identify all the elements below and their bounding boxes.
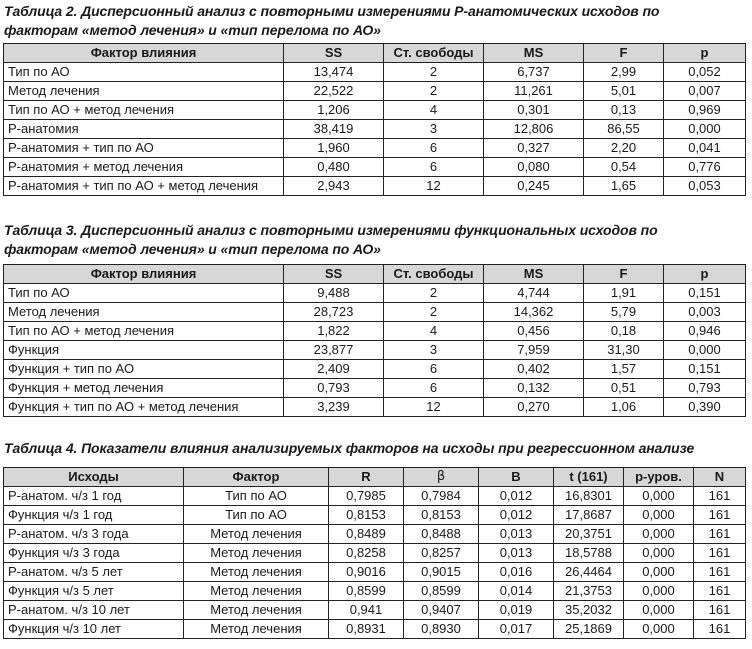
table-row xyxy=(4,379,746,398)
value-cell: 0,9407 xyxy=(404,601,479,620)
table-2-header-row xyxy=(4,44,746,63)
row-label-cell: Р-анатомия + тип по АО xyxy=(4,139,284,158)
table-row xyxy=(4,158,746,177)
table-4-header-outcomes: Исходы xyxy=(4,468,184,487)
row-label-cell: Метод лечения xyxy=(4,82,284,101)
table-3-header-f: F xyxy=(584,265,664,284)
value-cell: 25,1869 xyxy=(554,620,624,639)
value-cell: 4 xyxy=(384,322,484,341)
value-cell: 0,003 xyxy=(664,303,746,322)
value-cell: 0,8931 xyxy=(329,620,404,639)
value-cell: 0,8153 xyxy=(404,506,479,525)
value-cell: 2 xyxy=(384,303,484,322)
value-cell: 0,245 xyxy=(484,177,584,196)
value-cell: 0,000 xyxy=(664,341,746,360)
value-cell: 0,013 xyxy=(479,525,554,544)
table-row xyxy=(4,563,746,582)
row-label-cell: Р-анатомия + метод лечения xyxy=(4,158,284,177)
value-cell: 4 xyxy=(384,101,484,120)
table-4-header-p-level: p-уров. xyxy=(624,468,694,487)
value-cell: 31,30 xyxy=(584,341,664,360)
table-4 xyxy=(3,467,746,639)
table-4-header-t: t (161) xyxy=(554,468,624,487)
value-cell: 6 xyxy=(384,379,484,398)
table-row xyxy=(4,322,746,341)
value-cell: 0,8258 xyxy=(329,544,404,563)
row-label-cell: Функция + тип по АО + метод лечения xyxy=(4,398,284,417)
value-cell: 0,016 xyxy=(479,563,554,582)
value-cell: Тип по АО xyxy=(184,487,329,506)
value-cell: 0,9015 xyxy=(404,563,479,582)
value-cell: 0,8930 xyxy=(404,620,479,639)
value-cell: 0,301 xyxy=(484,101,584,120)
value-cell: 2,20 xyxy=(584,139,664,158)
value-cell: 0,7985 xyxy=(329,487,404,506)
value-cell: 11,261 xyxy=(484,82,584,101)
value-cell: 0,456 xyxy=(484,322,584,341)
value-cell: 0,941 xyxy=(329,601,404,620)
table-4-body xyxy=(4,487,746,639)
value-cell: 6 xyxy=(384,139,484,158)
value-cell: Метод лечения xyxy=(184,525,329,544)
value-cell: 1,91 xyxy=(584,284,664,303)
value-cell: 4,744 xyxy=(484,284,584,303)
table-3-body xyxy=(4,284,746,417)
table-4-header-beta: β xyxy=(404,468,479,487)
value-cell: Метод лечения xyxy=(184,601,329,620)
value-cell: 3 xyxy=(384,120,484,139)
value-cell: 26,4464 xyxy=(554,563,624,582)
value-cell: 12 xyxy=(384,398,484,417)
table-row xyxy=(4,525,746,544)
row-label-cell: Функция xyxy=(4,341,284,360)
value-cell: 0,080 xyxy=(484,158,584,177)
value-cell: 0,014 xyxy=(479,582,554,601)
table-row xyxy=(4,303,746,322)
value-cell: 12 xyxy=(384,177,484,196)
table-row xyxy=(4,63,746,82)
table-row xyxy=(4,487,746,506)
value-cell: 38,419 xyxy=(284,120,384,139)
row-label-cell: Р-анатом. ч/з 1 год xyxy=(4,487,184,506)
value-cell: 0,8153 xyxy=(329,506,404,525)
value-cell: 86,55 xyxy=(584,120,664,139)
table-3-header-factor: Фактор влияния xyxy=(4,265,284,284)
table-row xyxy=(4,139,746,158)
row-label-cell: Тип по АО xyxy=(4,63,284,82)
value-cell: 0,18 xyxy=(584,322,664,341)
table-row xyxy=(4,506,746,525)
table-2-header-factor: Фактор влияния xyxy=(4,44,284,63)
row-label-cell: Функция + метод лечения xyxy=(4,379,284,398)
row-label-cell: Р-анатомия + тип по АО + метод лечения xyxy=(4,177,284,196)
value-cell: 1,822 xyxy=(284,322,384,341)
value-cell: 0,793 xyxy=(664,379,746,398)
value-cell: 0,052 xyxy=(664,63,746,82)
table-4-header-row xyxy=(4,468,746,487)
value-cell: 35,2032 xyxy=(554,601,624,620)
value-cell: 1,65 xyxy=(584,177,664,196)
table-2-header-ss: SS xyxy=(284,44,384,63)
table-4-header-r: R xyxy=(329,468,404,487)
table-row xyxy=(4,101,746,120)
row-label-cell: Р-анатом. ч/з 10 лет xyxy=(4,601,184,620)
value-cell: 0,000 xyxy=(624,563,694,582)
value-cell: 0,007 xyxy=(664,82,746,101)
table-row xyxy=(4,620,746,639)
value-cell: 18,5788 xyxy=(554,544,624,563)
value-cell: 0,013 xyxy=(479,544,554,563)
value-cell: 0,54 xyxy=(584,158,664,177)
value-cell: 0,019 xyxy=(479,601,554,620)
value-cell: 1,57 xyxy=(584,360,664,379)
value-cell: 161 xyxy=(694,582,746,601)
table-2-header-f: F xyxy=(584,44,664,63)
table-2-header-ms: MS xyxy=(484,44,584,63)
table-row xyxy=(4,601,746,620)
value-cell: 161 xyxy=(694,544,746,563)
value-cell: Метод лечения xyxy=(184,582,329,601)
value-cell: Метод лечения xyxy=(184,544,329,563)
row-label-cell: Р-анатом. ч/з 3 года xyxy=(4,525,184,544)
value-cell: 28,723 xyxy=(284,303,384,322)
value-cell: 3,239 xyxy=(284,398,384,417)
row-label-cell: Функция ч/з 3 года xyxy=(4,544,184,563)
value-cell: 0,017 xyxy=(479,620,554,639)
value-cell: 16,8301 xyxy=(554,487,624,506)
value-cell: 0,8489 xyxy=(329,525,404,544)
table-2-caption-line2: факторам «метод лечения» и «тип перелома по АО» xyxy=(4,22,381,38)
value-cell: 0,132 xyxy=(484,379,584,398)
value-cell: 1,06 xyxy=(584,398,664,417)
value-cell: 0,8488 xyxy=(404,525,479,544)
value-cell: 0,9016 xyxy=(329,563,404,582)
value-cell: 0,8599 xyxy=(404,582,479,601)
table-3-header-df: Ст. свободы xyxy=(384,265,484,284)
value-cell: 0,776 xyxy=(664,158,746,177)
table-3-header-ms: MS xyxy=(484,265,584,284)
value-cell: 2 xyxy=(384,82,484,101)
value-cell: 0,969 xyxy=(664,101,746,120)
value-cell: 0,390 xyxy=(664,398,746,417)
row-label-cell: Функция ч/з 5 лет xyxy=(4,582,184,601)
value-cell: 2,943 xyxy=(284,177,384,196)
table-2-header-df: Ст. свободы xyxy=(384,44,484,63)
value-cell: Метод лечения xyxy=(184,620,329,639)
row-label-cell: Метод лечения xyxy=(4,303,284,322)
value-cell: 12,806 xyxy=(484,120,584,139)
value-cell: 21,3753 xyxy=(554,582,624,601)
table-row xyxy=(4,341,746,360)
row-label-cell: Р-анатомия xyxy=(4,120,284,139)
value-cell: 2 xyxy=(384,63,484,82)
value-cell: 0,13 xyxy=(584,101,664,120)
value-cell: 0,793 xyxy=(284,379,384,398)
value-cell: 6 xyxy=(384,360,484,379)
value-cell: 14,362 xyxy=(484,303,584,322)
value-cell: 0,000 xyxy=(664,120,746,139)
table-row xyxy=(4,177,746,196)
table-2-header-p: p xyxy=(664,44,746,63)
value-cell: 0,270 xyxy=(484,398,584,417)
value-cell: 5,79 xyxy=(584,303,664,322)
value-cell: 0,8599 xyxy=(329,582,404,601)
value-cell: 0,7984 xyxy=(404,487,479,506)
value-cell: 0,000 xyxy=(624,525,694,544)
value-cell: 2,409 xyxy=(284,360,384,379)
value-cell: 0,8257 xyxy=(404,544,479,563)
value-cell: 0,000 xyxy=(624,487,694,506)
table-4-caption-line1: Таблица 4. Показатели влияния анализируемых факторов на исходы при регрессионном анализе xyxy=(4,440,695,456)
value-cell: 161 xyxy=(694,525,746,544)
row-label-cell: Функция ч/з 10 лет xyxy=(4,620,184,639)
value-cell: 6 xyxy=(384,158,484,177)
row-label-cell: Тип по АО + метод лечения xyxy=(4,101,284,120)
table-row xyxy=(4,398,746,417)
table-3-caption xyxy=(4,221,658,259)
value-cell: 161 xyxy=(694,620,746,639)
table-row xyxy=(4,544,746,563)
value-cell: Метод лечения xyxy=(184,563,329,582)
value-cell: 1,960 xyxy=(284,139,384,158)
value-cell: 0,000 xyxy=(624,544,694,563)
value-cell: 3 xyxy=(384,341,484,360)
table-4-header-b: B xyxy=(479,468,554,487)
table-4-header-n: N xyxy=(694,468,746,487)
table-2-caption xyxy=(4,2,659,40)
value-cell: 0,012 xyxy=(479,506,554,525)
value-cell: 0,041 xyxy=(664,139,746,158)
value-cell: 0,151 xyxy=(664,360,746,379)
value-cell: 161 xyxy=(694,601,746,620)
table-row xyxy=(4,82,746,101)
table-2-body xyxy=(4,63,746,196)
table-3 xyxy=(3,264,746,417)
row-label-cell: Функция + тип по АО xyxy=(4,360,284,379)
value-cell: 9,488 xyxy=(284,284,384,303)
table-3-header-row xyxy=(4,265,746,284)
table-row xyxy=(4,284,746,303)
value-cell: 0,000 xyxy=(624,506,694,525)
table-2 xyxy=(3,43,746,196)
table-3-caption-line1: Таблица 3. Дисперсионный анализ с повторными измерениями функциональных исходов по xyxy=(4,222,658,238)
value-cell: 13,474 xyxy=(284,63,384,82)
value-cell: 7,959 xyxy=(484,341,584,360)
table-row xyxy=(4,360,746,379)
value-cell: 161 xyxy=(694,506,746,525)
value-cell: 0,000 xyxy=(624,601,694,620)
row-label-cell: Тип по АО + метод лечения xyxy=(4,322,284,341)
value-cell: 2,99 xyxy=(584,63,664,82)
value-cell: 0,946 xyxy=(664,322,746,341)
value-cell: 2 xyxy=(384,284,484,303)
value-cell: 0,053 xyxy=(664,177,746,196)
row-label-cell: Функция ч/з 1 год xyxy=(4,506,184,525)
value-cell: 0,151 xyxy=(664,284,746,303)
value-cell: 161 xyxy=(694,563,746,582)
table-3-caption-line2: факторам «метод лечения» и «тип перелома по АО» xyxy=(4,241,381,257)
value-cell: 20,3751 xyxy=(554,525,624,544)
value-cell: 0,000 xyxy=(624,582,694,601)
table-row xyxy=(4,120,746,139)
value-cell: 0,327 xyxy=(484,139,584,158)
value-cell: 1,206 xyxy=(284,101,384,120)
value-cell: 0,000 xyxy=(624,620,694,639)
value-cell: 23,877 xyxy=(284,341,384,360)
value-cell: 22,522 xyxy=(284,82,384,101)
value-cell: 161 xyxy=(694,487,746,506)
value-cell: 0,480 xyxy=(284,158,384,177)
value-cell: 0,012 xyxy=(479,487,554,506)
row-label-cell: Р-анатом. ч/з 5 лет xyxy=(4,563,184,582)
value-cell: 5,01 xyxy=(584,82,664,101)
table-2-caption-line1: Таблица 2. Дисперсионный анализ с повторными измерениями Р-анатомических исходов по xyxy=(4,3,660,19)
value-cell: 6,737 xyxy=(484,63,584,82)
table-row xyxy=(4,582,746,601)
table-3-header-ss: SS xyxy=(284,265,384,284)
value-cell: 0,402 xyxy=(484,360,584,379)
table-4-caption xyxy=(4,439,694,458)
value-cell: Тип по АО xyxy=(184,506,329,525)
table-4-header-factor: Фактор xyxy=(184,468,329,487)
value-cell: 0,51 xyxy=(584,379,664,398)
table-3-header-p: p xyxy=(664,265,746,284)
value-cell: 17,8687 xyxy=(554,506,624,525)
row-label-cell: Тип по АО xyxy=(4,284,284,303)
